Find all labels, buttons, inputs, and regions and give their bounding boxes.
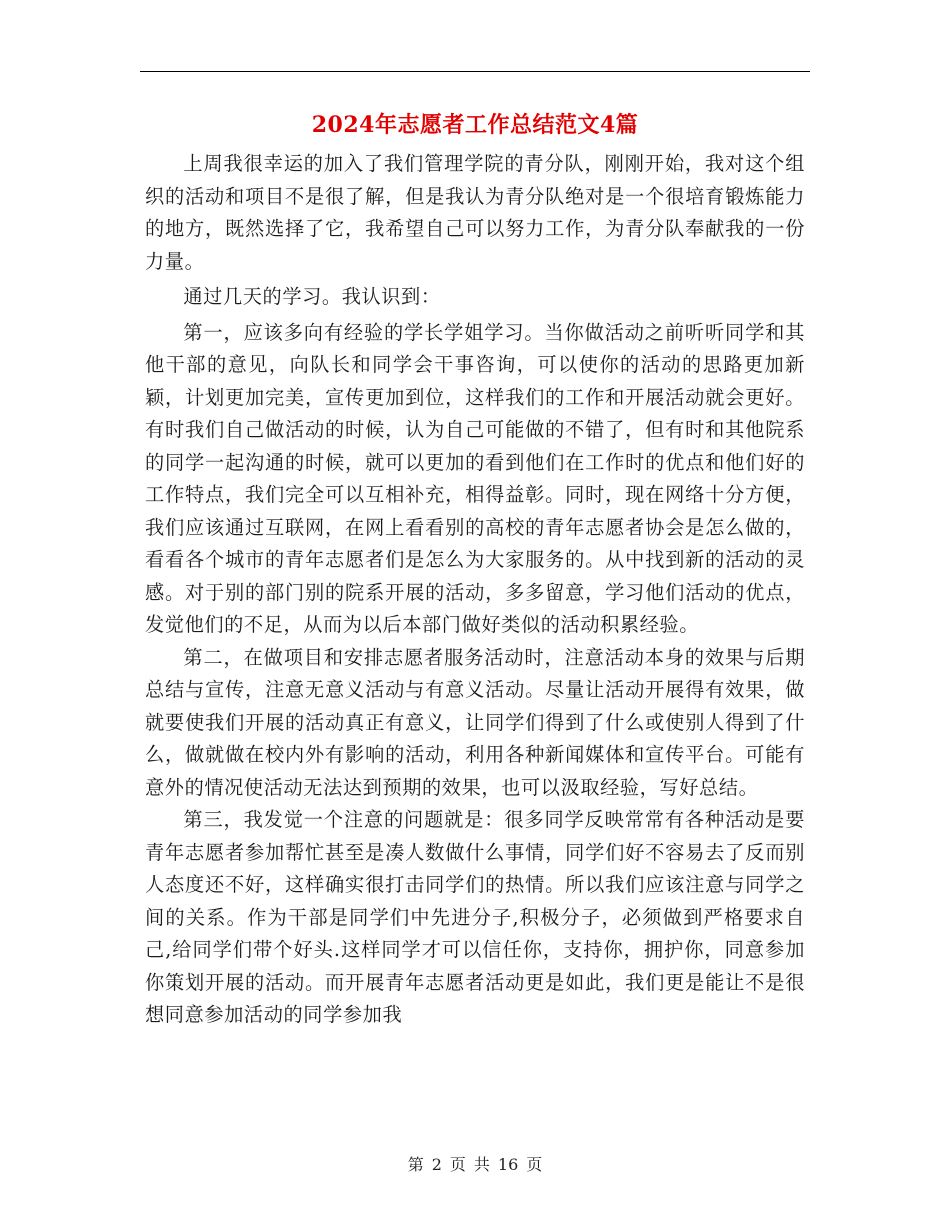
footer-page-unit: 页 <box>449 1155 466 1174</box>
footer-page-label: 第 <box>407 1155 424 1174</box>
footer-total-label: 共 <box>473 1155 490 1174</box>
footer-total-unit: 页 <box>526 1155 543 1174</box>
paragraph-intro: 上周我很幸运的加入了我们管理学院的青分队，刚刚开始，我对这个组织的活动和项目不是很了解，但是我认为青分队绝对是一个很培育锻炼能力的地方，既然选择了它，我希望自己可以努力工作，为青分队奉献我的一份力量。 <box>145 152 805 273</box>
page-footer <box>140 1154 810 1176</box>
paragraph-point-two: 第二，在做项目和安排志愿者服务活动时，注意活动本身的效果与后期总结与宣传，注意无意义活动与有意义活动。尽量让活动开展得有效果，做就要使我们开展的活动真正有意义，让同学们得到了什么或使别人得到了什么，做就做在校内外有影响的活动，利用各种新闻媒体和宣传平台。可能有意外的情况使活动无法达到预期的效果，也可以汲取经验，写好总结。 <box>145 645 805 799</box>
footer-total-pages: 16 <box>497 1155 519 1174</box>
paragraph-point-three: 第三，我发觉一个注意的问题就是：很多同学反映常常有各种活动是要青年志愿者参加帮忙甚至是凑人数做什么事情，同学们好不容易去了反而别人态度还不好，这样确实很打击同学们的热情。所以我们应该注意与同学之间的关系。作为干部是同学们中先进分子,积极分子，必须做到严格要求自己,给同学们带个好头.这样同学才可以信任你，支持你，拥护你，同意参加你策划开展的活动。而开展青年志愿者活动更是如此，我们更是能让不是很想同意参加活动的同学参加我 <box>145 808 805 1026</box>
paragraph-lead-in: 通过几天的学习。我认识到： <box>183 285 441 308</box>
footer-current-page: 2 <box>431 1155 442 1174</box>
document-body <box>145 148 805 1032</box>
paragraph-point-one: 第一，应该多向有经验的学长学姐学习。当你做活动之前听听同学和其他干部的意见，向队长和同学会干事咨询，可以使你的活动的思路更加新颖，计划更加完美，宣传更加到位，这样我们的工作和开展活动就会更好。有时我们自己做活动的时候，认为自己可能做的不错了，但有时和其他院系的同学一起沟通的时候，就可以更加的看到他们在工作时的优点和他们好的工作特点，我们完全可以互相补充，相得益彰。同时，现在网络十分方便，我们应该通过互联网，在网上看看别的高校的青年志愿者协会是怎么做的，看看各个城市的青年志愿者们是怎么为大家服务的。从中找到新的活动的灵感。对于别的部门别的院系开展的活动，多多留意，学习他们活动的优点，发觉他们的不足，从而为以后本部门做好类似的活动积累经验。 <box>145 320 805 636</box>
header-rule <box>140 71 810 72</box>
document-title: 2024年志愿者工作总结范文4篇 <box>311 112 639 138</box>
